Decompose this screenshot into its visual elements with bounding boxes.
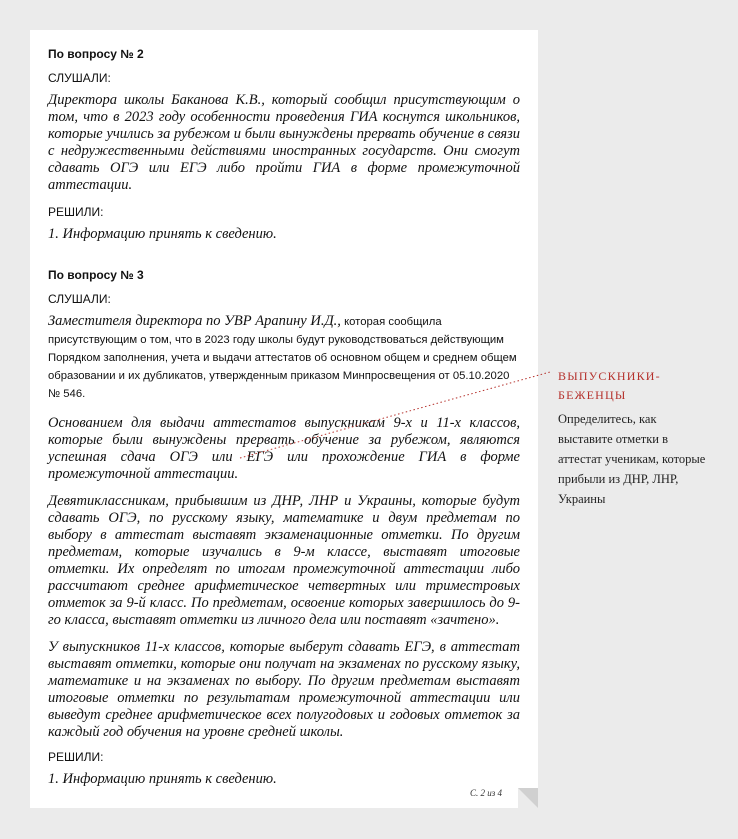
question-3-decision: 1. Информацию принять к сведению. bbox=[48, 771, 277, 787]
question-2-heard-text: Директора школы Баканова К.В., который сообщил присутствующим о том, что в 2023 году особенности проведения ГИА коснутся школьников, которые учились за рубежом и были вынуждены прервать обучение в связи с недружественными действиями иностранных государств. Они смогут сдавать ОГЭ или ЕГЭ либо пройти ГИА в форме промежуточной аттестации. bbox=[48, 92, 520, 193]
question-3-paragraph-3: У выпускников 11-х классов, которые выберут сдавать ЕГЭ, в аттестат выставят отметки, которые они получат на экзаменах по русскому языку, математике и на экзаменах по выбору. По другим предметам выставят итоговые отметки по результатам промежуточной аттестации или выведут среднее арифметическое всех полугодовых и годовых отметок за каждый год обучения на уровне средней школы. bbox=[48, 639, 520, 740]
question-2-heading: По вопросу № 2 bbox=[48, 47, 144, 61]
question-3-heading: По вопросу № 3 bbox=[48, 268, 144, 282]
question-3-heard-label: СЛУШАЛИ: bbox=[48, 292, 111, 306]
question-2-heard-label: СЛУШАЛИ: bbox=[48, 71, 111, 85]
question-3-speaker: Заместителя директора по УВР Арапину И.Д., bbox=[48, 313, 341, 329]
side-note-title: ВЫПУСКНИКИ-БЕЖЕНЦЫ bbox=[558, 369, 661, 402]
page-number: С. 2 из 4 bbox=[470, 788, 503, 798]
side-note bbox=[558, 367, 708, 509]
question-3-paragraph-2: Девятиклассникам, прибывшим из ДНР, ЛНР и Украины, которые будут сдавать ОГЭ, по русскому языку, математике и двум предметам по выбору в аттестат выставят экзаменационные отметки. По другим предметам, которые изучались в 9-м классе, выставят итоговые отметки. Их определят по итогам промежуточной аттестации либо рассчитают среднее арифметическое четвертных или триместровых отметок за 9-й класс. По предметам, освоение которых завершилось до 9-го класса, выставят отметки из личного дела или поставят «зачтено». bbox=[48, 493, 520, 628]
question-2-decision: 1. Информацию принять к сведению. bbox=[48, 226, 277, 242]
question-3-paragraph-1: Основанием для выдачи аттестатов выпускникам 9-х и 11-х классов, которые были вынуждены прервать обучение за рубежом, являются успешная сдача ОГЭ или ЕГЭ или прохождение ГИА в форме промежуточной аттестации. bbox=[48, 415, 520, 482]
side-note-text: Определитесь, как выставите отметки в аттестат ученикам, которые прибыли из ДНР, ЛНР, Украины bbox=[558, 412, 706, 506]
question-3-decided-label: РЕШИЛИ: bbox=[48, 750, 104, 764]
question-3-speaker-rest: которая сообщила присутствующим о том, что в 2023 году школы будут руководствоваться действующим Порядком заполнения, учета и выдачи аттестатов об основном общем и среднем общем образовании и их дубликатов, утвержденным приказом Минпросвещения от 05.10.2020 № 546. bbox=[48, 316, 517, 400]
question-2-decided-label: РЕШИЛИ: bbox=[48, 205, 104, 219]
